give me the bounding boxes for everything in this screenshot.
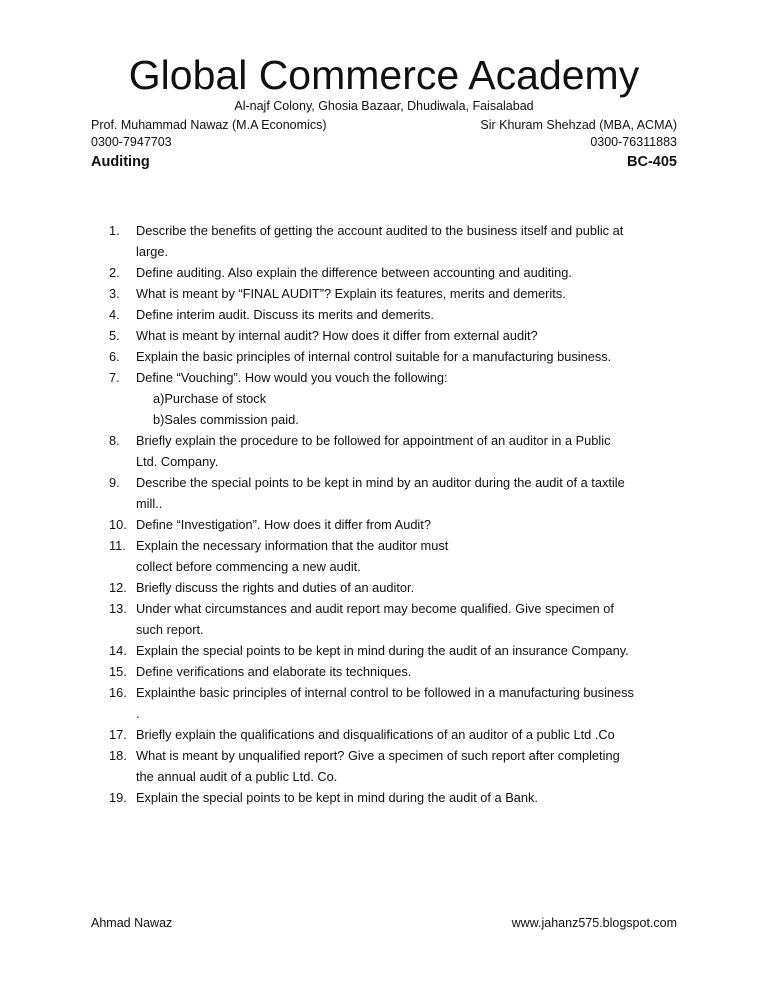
question-list [109,220,684,808]
course-code: BC-405 [627,154,677,170]
question-text: Ltd. Company. [136,454,219,469]
question-text: Define “Investigation”. How does it differ from Audit? [136,517,431,532]
question-number: 16. [109,685,127,700]
question-item [109,682,684,703]
question-subitem [109,388,684,409]
question-number: 10. [109,517,127,532]
question-continuation [109,451,684,472]
academy-address: Al-najf Colony, Ghosia Bazaar, Dhudiwala, Faisalabad [234,99,534,113]
question-text: What is meant by internal audit? How does it differ from external audit? [136,328,538,343]
subitem-text: a)Purchase of stock [153,391,267,406]
question-text: the annual audit of a public Ltd. Co. [136,769,338,784]
question-item [109,724,684,745]
question-text: large. [136,244,169,259]
question-number: 18. [109,748,127,763]
question-item [109,472,684,493]
question-text: collect before commencing a new audit. [136,559,361,574]
question-text: Under what circumstances and audit report may become qualified. Give specimen of [136,601,614,616]
question-text: Describe the benefits of getting the account audited to the business itself and public at [136,223,624,238]
question-number: 13. [109,601,127,616]
question-number: 19. [109,790,127,805]
question-text: What is meant by “FINAL AUDIT”? Explain its features, merits and demerits. [136,286,566,301]
question-number: 4. [109,307,120,322]
question-item [109,346,684,367]
question-item [109,661,684,682]
question-continuation [109,766,684,787]
right-phone: 0300-76311883 [590,135,677,149]
question-continuation [109,619,684,640]
question-number: 14. [109,643,127,658]
page-title: Global Commerce Academy [128,52,640,98]
question-number: 6. [109,349,120,364]
question-text: Explain the necessary information that the auditor must [136,538,449,553]
question-number: 9. [109,475,120,490]
question-text: Briefly explain the procedure to be followed for appointment of an auditor in a Public [136,433,611,448]
question-text: Define auditing. Also explain the difference between accounting and auditing. [136,265,572,280]
right-teacher: Sir Khuram Shehzad (MBA, ACMA) [480,118,677,132]
question-item [109,787,684,808]
question-text: Explain the special points to be kept in mind during the audit of an insurance Company. [136,643,629,658]
subject-name: Auditing [91,154,150,170]
question-item [109,283,684,304]
question-text: Describe the special points to be kept in mind by an auditor during the audit of a taxtile [136,475,625,490]
question-number: 2. [109,265,120,280]
question-number: 17. [109,727,127,742]
question-number: 15. [109,664,127,679]
question-text: What is meant by unqualified report? Give a specimen of such report after completing [136,748,620,763]
question-number: 7. [109,370,120,385]
question-text: . [136,706,140,721]
question-item [109,640,684,661]
question-item [109,220,684,241]
question-number: 8. [109,433,120,448]
question-text: Briefly discuss the rights and duties of an auditor. [136,580,415,595]
question-text: Define “Vouching”. How would you vouch the following: [136,370,448,385]
footer-website: www.jahanz575.blogspot.com [511,916,677,930]
question-item [109,514,684,535]
question-text: Define verifications and elaborate its techniques. [136,664,412,679]
question-continuation [109,703,684,724]
question-text: Briefly explain the qualifications and disqualifications of an auditor of a public Ltd .Co [136,727,615,742]
question-number: 1. [109,223,120,238]
question-item [109,262,684,283]
question-continuation [109,556,684,577]
question-number: 5. [109,328,120,343]
question-text: Explain the basic principles of internal control suitable for a manufacturing business. [136,349,612,364]
question-subitem [109,409,684,430]
question-continuation [109,493,684,514]
question-number: 3. [109,286,120,301]
question-item [109,535,684,556]
question-text: Explainthe basic principles of internal control to be followed in a manufacturing business [136,685,634,700]
question-number: 12. [109,580,127,595]
left-teacher: Prof. Muhammad Nawaz (M.A Economics) [91,118,327,132]
footer-author: Ahmad Nawaz [91,916,173,930]
question-text: mill.. [136,496,163,511]
question-text: such report. [136,622,204,637]
subitem-text: b)Sales commission paid. [153,412,299,427]
question-item [109,367,684,388]
question-item [109,430,684,451]
question-continuation [109,241,684,262]
question-item [109,304,684,325]
question-item [109,577,684,598]
question-item [109,598,684,619]
left-phone: 0300-7947703 [91,135,172,149]
question-item [109,325,684,346]
question-text: Explain the special points to be kept in mind during the audit of a Bank. [136,790,538,805]
question-item [109,745,684,766]
question-number: 11. [109,538,126,553]
question-text: Define interim audit. Discuss its merits and demerits. [136,307,434,322]
